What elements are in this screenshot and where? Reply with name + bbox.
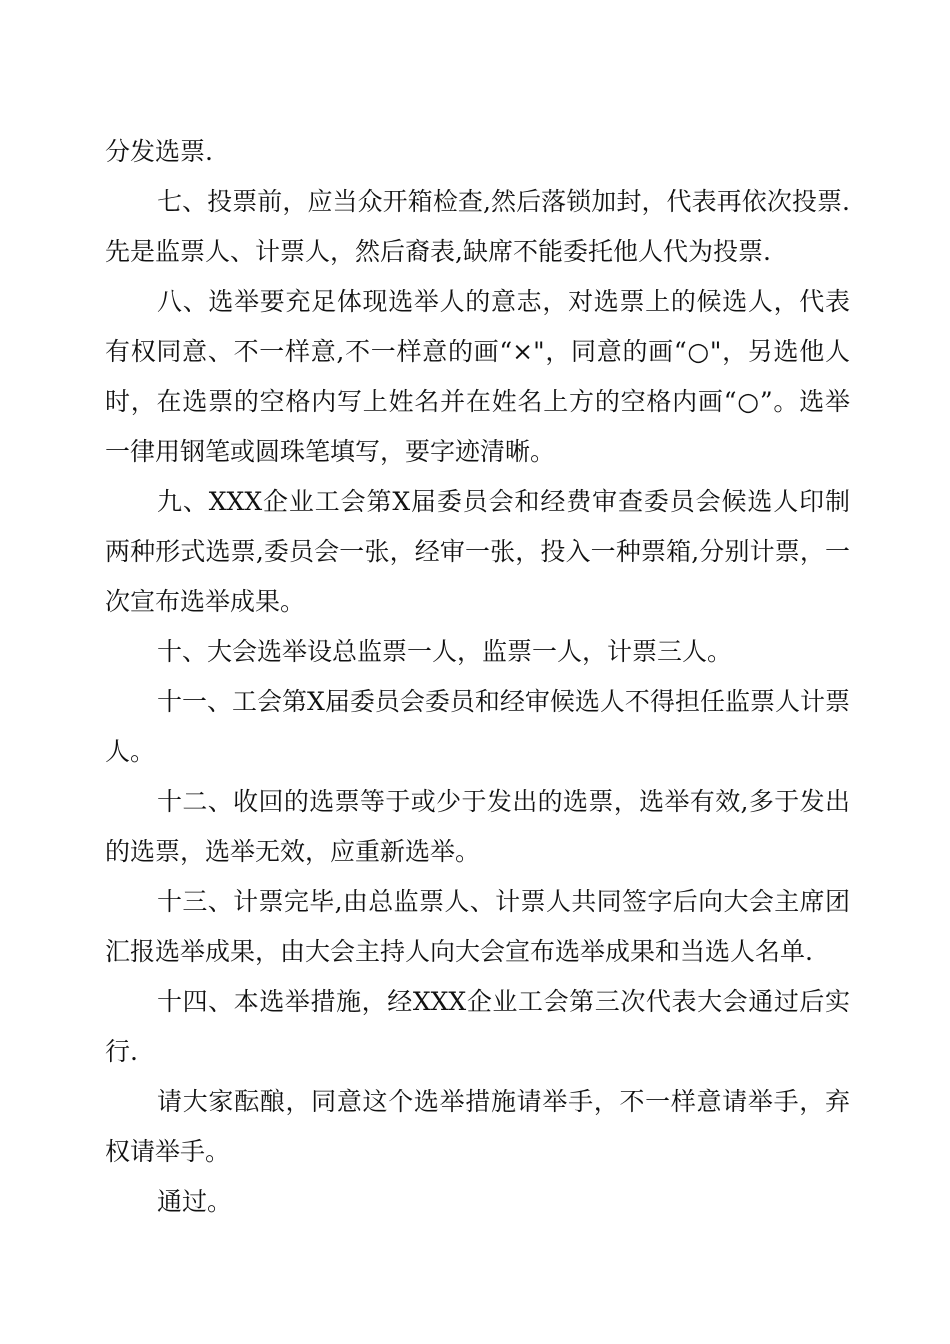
paragraph-item-14: 十四、本选举措施，经XXX企业工会第三次代表大会通过后实行. xyxy=(105,987,850,1066)
paragraph-item-11: 十一、工会第X届委员会委员和经审候选人不得担任监票人计票人。 xyxy=(105,687,850,766)
paragraph-item-12: 十二、收回的选票等于或少于发出的选票，选举有效,多于发出的选票，选举无效，应重新选举。 xyxy=(105,787,850,866)
paragraph-item-7: 七、投票前，应当众开箱检查,然后落锁加封，代表再依次投票.先是监票人、计票人，然后裔表,缺席不能委托他人代为投票. xyxy=(105,187,850,266)
document-body xyxy=(105,127,850,1227)
paragraph-item-10: 十、大会选举设总监票一人，监票一人，计票三人。 xyxy=(157,637,733,666)
paragraph-item-9: 九、XXX企业工会第X届委员会和经费审查委员会候选人印制两种形式选票,委员会一张，经审一张，投入一种票箱,分别计票，一次宣布选举成果。 xyxy=(105,487,850,616)
paragraph-vote-request: 请大家酝酿，同意这个选举措施请举手，不一样意请举手，弃权请举手。 xyxy=(105,1087,850,1166)
paragraph-continuation: 分发选票. xyxy=(105,137,213,166)
paragraph-item-8: 八、选举要充足体现选举人的意志，对选票上的候选人，代表有权同意、不一样意,不一样意的画“×"，同意的画“○"，另选他人时，在选票的空格内写上姓名并在姓名上方的空格内画“○”。选举一律用钢笔或圆珠笔填写，要字迹清晰。 xyxy=(105,287,850,466)
paragraph-item-13: 十三、计票完毕,由总监票人、计票人共同签字后向大会主席团汇报选举成果，由大会主持人向大会宣布选举成果和当选人名单. xyxy=(105,887,850,966)
paragraph-passed: 通过。 xyxy=(157,1187,233,1216)
